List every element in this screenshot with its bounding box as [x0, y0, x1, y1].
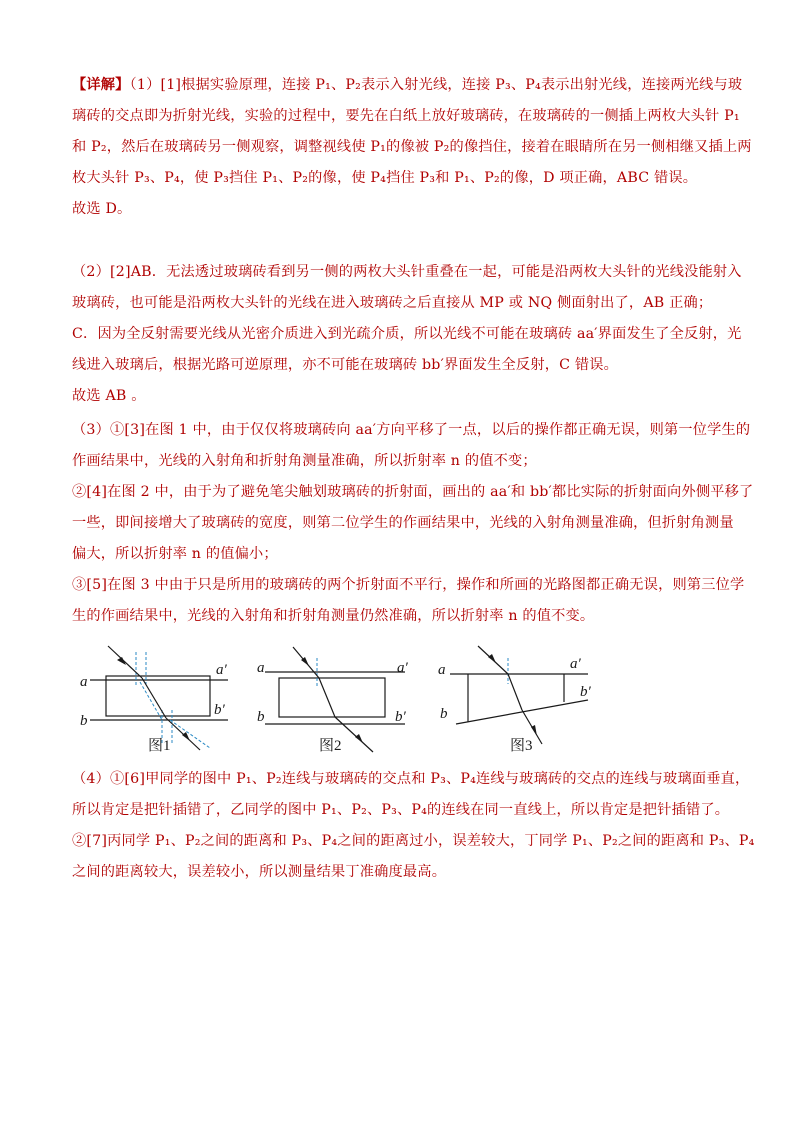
figure-3-diagram — [436, 644, 606, 759]
part1-line3: 和 P₂，然后在玻璃砖另一侧观察，调整视线使 P₁的像被 P₂的像挡住，接着在眼睛所在另一侧相继又插上两 — [72, 139, 752, 155]
part2-line4: 线进入玻璃后，根据光路可逆原理，亦不可能在玻璃砖 bb′界面发生全反射，C 错误。 — [72, 357, 619, 373]
fig3-label-a-prime: a′ — [570, 656, 581, 672]
fig2-label-b-prime: b′ — [395, 709, 406, 725]
part1-answer: 故选 D。 — [72, 201, 132, 217]
fig3-label-a: a — [438, 662, 446, 678]
part3-line7: 生的作画结果中，光线的入射角和折射角测量仍然准确，所以折射率 n 的值不变。 — [72, 608, 595, 624]
fig2-label-a-prime: a′ — [397, 660, 408, 676]
fig2-arrow-2 — [355, 734, 363, 743]
figure-1-diagram — [78, 644, 248, 759]
fig1-emergent-ray — [166, 718, 200, 750]
fig1-shifted-ray — [140, 682, 162, 720]
fig3-arrow-1 — [488, 654, 496, 663]
fig3-label-b: b — [440, 706, 448, 722]
fig1-shifted-emergent — [170, 720, 210, 748]
part3-line4: 一些，即间接增大了玻璃砖的宽度，则第二位学生的作画结果中，光线的入射角测量准确，但折射角测量 — [72, 515, 734, 531]
part2-line1: （2）[2]AB．无法透过玻璃砖看到另一侧的两枚大头针重叠在一起，可能是沿两枚大头针的光线没能射入 — [72, 264, 742, 280]
part3-line5: 偏大，所以折射率 n 的值偏小； — [72, 546, 278, 562]
fig3-arrow-2 — [531, 725, 537, 736]
fig2-label-a: a — [257, 660, 265, 676]
fig3-caption: 图3 — [510, 738, 533, 754]
fig1-refracted-ray — [142, 678, 166, 718]
part4-paragraph — [72, 764, 755, 888]
part3-line6: ③[5]在图 3 中由于只是所用的玻璃砖的两个折射面不平行，操作和所画的光路图都正确无误，则第三位学 — [72, 577, 745, 593]
fig2-label-b: b — [257, 709, 265, 725]
fig2-refracted-ray — [319, 678, 335, 717]
part2-paragraph — [72, 257, 742, 412]
figure-3 — [436, 644, 606, 759]
part1-line4: 枚大头针 P₃、P₄，使 P₃挡住 P₁、P₂的像，使 P₄挡住 P₃和 P₁、P₂的像，D 项正确，ABC 错误。 — [72, 170, 698, 186]
part1-line2: 璃砖的交点即为折射光线，实验的过程中，要先在白纸上放好玻璃砖，在玻璃砖的一侧插上两枚大头针 P₁ — [72, 108, 740, 124]
part4-line1: （4）①[6]甲同学的图中 P₁、P₂连线与玻璃砖的交点和 P₃、P₄连线与玻璃砖的交点的连线与玻璃面垂直， — [72, 771, 750, 787]
figure-2 — [255, 644, 420, 759]
fig1-arrow-2 — [182, 732, 190, 741]
fig3-label-b-prime: b′ — [580, 684, 591, 700]
part4-line3: ②[7]丙同学 P₁、P₂之间的距离和 P₃、P₄之间的距离过小，误差较大，丁同学 P₁、P₂之间的距离和 P₃、P₄ — [72, 833, 755, 849]
part3-line1: （3）①[3]在图 1 中，由于仅仅将玻璃砖向 aa′方向平移了一点，以后的操作都正确无误，则第一位学生的 — [72, 422, 751, 438]
fig1-glass-block — [106, 676, 210, 716]
figure-1 — [78, 644, 248, 759]
part1-paragraph — [72, 70, 752, 225]
part4-line2: 所以肯定是把针插错了，乙同学的图中 P₁、P₂、P₃、P₄的连线在同一直线上，所以肯定是把针插错了。 — [72, 802, 730, 818]
fig3-refracted-ray — [508, 674, 522, 710]
fig3-line-bb — [456, 700, 588, 724]
fig1-incident-ray — [108, 646, 142, 678]
part2-answer: 故选 AB 。 — [72, 388, 146, 404]
detail-tag: 【详解】 — [72, 77, 130, 93]
fig1-caption: 图1 — [148, 738, 171, 754]
part2-line2: 玻璃砖，也可能是沿两枚大头针的光线在进入玻璃砖之后直接从 MP 或 NQ 侧面射出了，AB 正确； — [72, 295, 713, 311]
fig1-label-a-prime: a′ — [216, 662, 227, 678]
fig1-label-a: a — [80, 674, 88, 690]
part3-line3: ②[4]在图 2 中，由于为了避免笔尖触划玻璃砖的折射面，画出的 aa′和 bb′都比实际的折射面向外侧平移了 — [72, 484, 754, 500]
part3-line2: 作画结果中，光线的入射角和折射角测量准确，所以折射率 n 的值不变； — [72, 453, 537, 469]
part4-line4: 之间的距离较大，误差较小，所以测量结果丁准确度最高。 — [72, 864, 447, 880]
fig1-label-b-prime: b′ — [214, 702, 225, 718]
part3-paragraph — [72, 415, 754, 632]
part2-line3: C．因为全反射需要光线从光密介质进入到光疏介质，所以光线不可能在玻璃砖 aa′界面发生了全反射，光 — [72, 326, 742, 342]
figure-2-diagram — [255, 644, 420, 759]
part1-line1: 【详解】（1）[1]根据实验原理，连接 P₁、P₂表示入射光线，连接 P₃、P₄表示出射光线，连接两光线与玻 — [72, 77, 743, 93]
fig2-caption: 图2 — [319, 738, 342, 754]
fig1-label-b: b — [80, 713, 88, 729]
